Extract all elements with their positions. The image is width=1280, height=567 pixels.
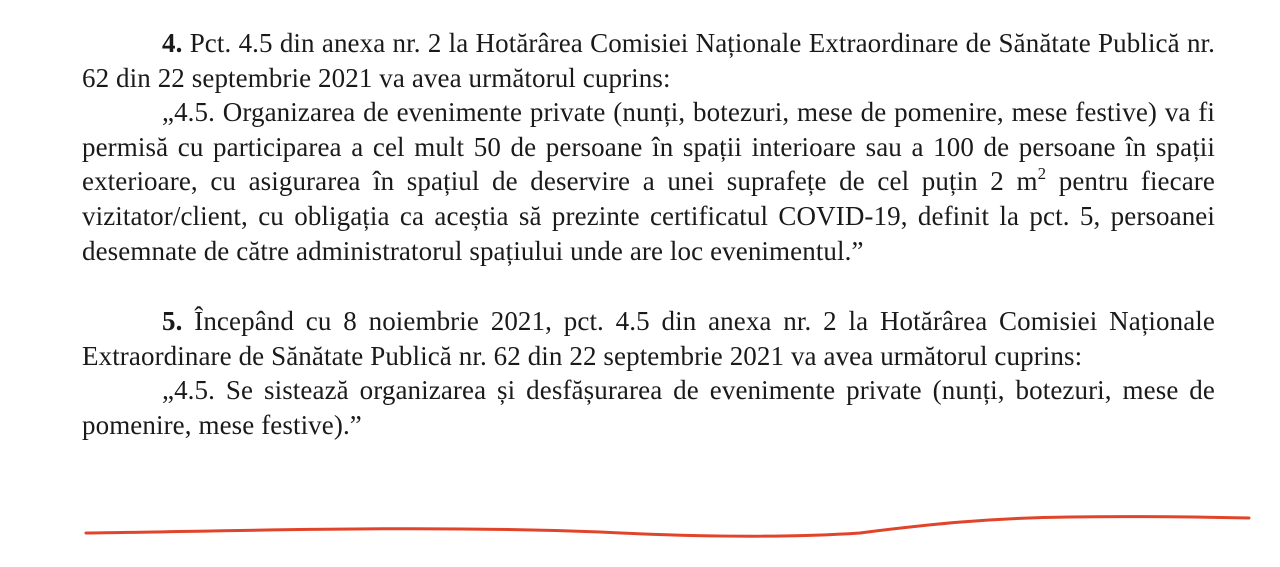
item-4-quote-text-end: pentru fiecare vizitator/client, cu obligația ca aceștia să prezinte certificatul COVID-19, definit la pct. 5, persoanei desemnate de către administratorul spațiului unde are loc evenimentul.” <box>82 166 1215 266</box>
item-4-quote-text: „4.5. Organizarea de evenimente private (nunți, botezuri, mese de pomenire, mese festive) va fi permisă cu participarea a cel mult 50 de persoane în spații interioare sau a 100 de persoane în spații exterioare, cu asigurarea în spațiul de deservire a unei suprafețe de cel puțin 2 m <box>82 97 1215 197</box>
item-4-intro <box>82 26 1215 95</box>
item-4-intro-text: Pct. 4.5 din anexa nr. 2 la Hotărârea Comisiei Naționale Extraordinare de Sănătate Publică nr. 62 din 22 septembrie 2021 va avea următorul cuprins: <box>82 28 1215 93</box>
item-5-quote-text: „4.5. Se sistează organizarea și desfășurarea de evenimente private (nunți, botezuri, mese de pomenire, mese festive).” <box>82 375 1215 440</box>
item-5-number: 5. <box>162 306 183 337</box>
paragraph-gap <box>82 268 1215 304</box>
item-5-intro-text: Începând cu 8 noiembrie 2021, pct. 4.5 din anexa nr. 2 la Hotărârea Comisiei Naționale Extraordinare de Sănătate Publică nr. 62 din 22 septembrie 2021 va avea următorul cuprins: <box>82 306 1215 371</box>
item-4-quote <box>82 95 1215 268</box>
document-excerpt <box>82 26 1215 443</box>
underline-stroke <box>86 517 1249 537</box>
item-4-quote-superscript: 2 <box>1037 164 1047 184</box>
item-5-quote <box>82 373 1215 442</box>
item-5-intro <box>82 304 1215 373</box>
item-4-number: 4. <box>162 28 183 58</box>
